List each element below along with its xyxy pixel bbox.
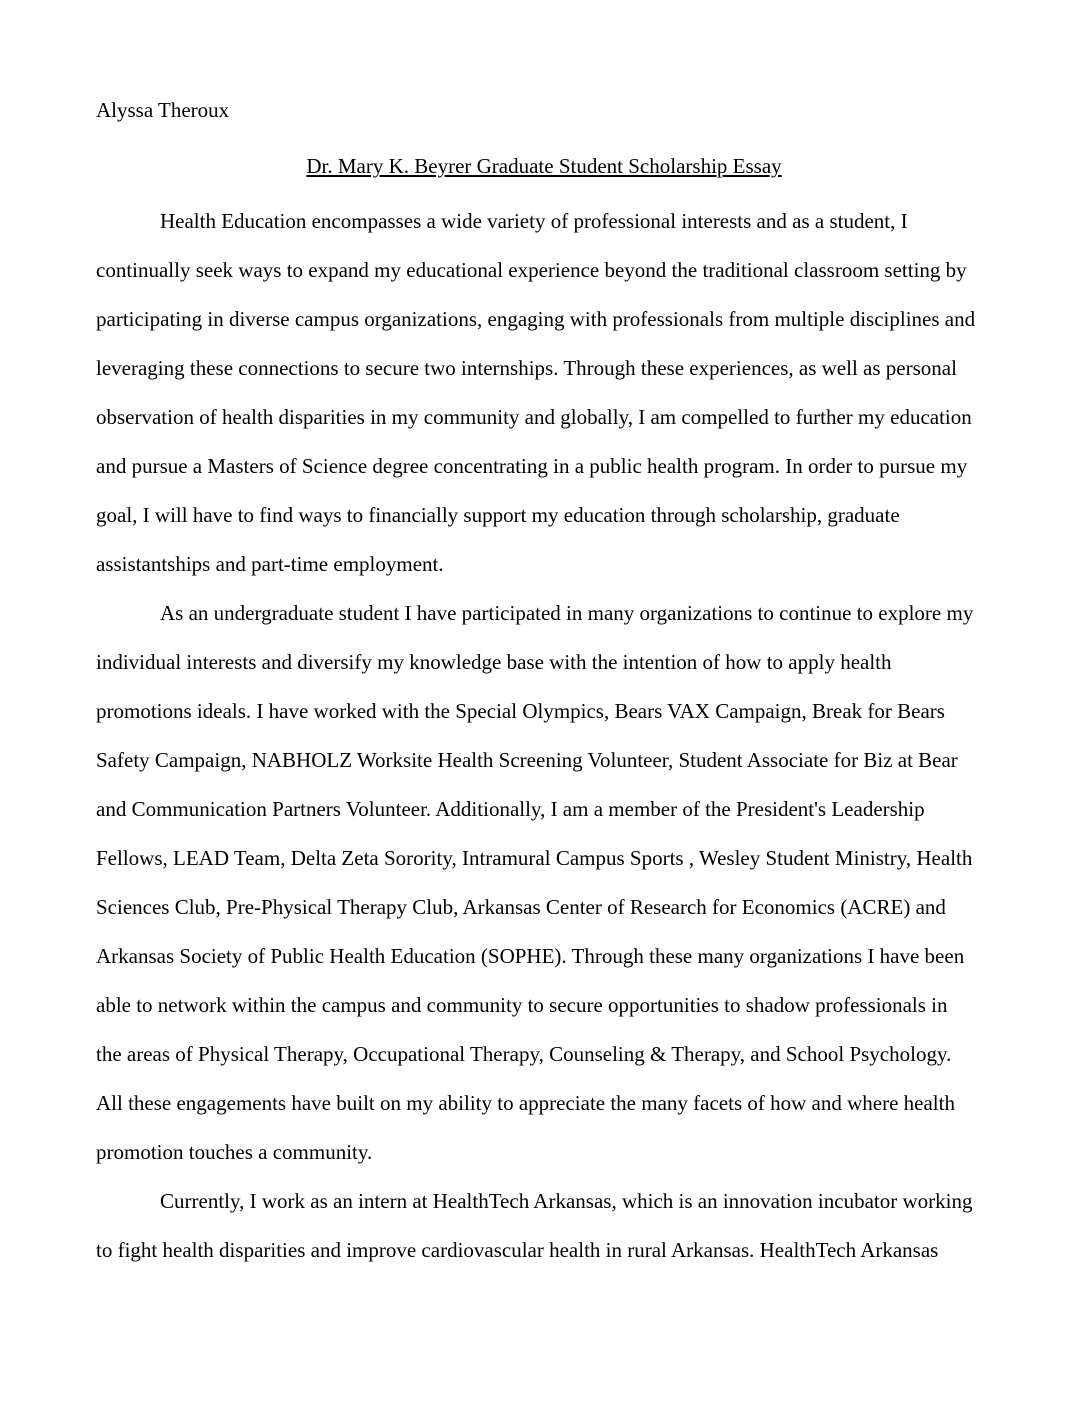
essay-body — [96, 207, 993, 1285]
paragraph-2-line-9: able to network within the campus and community to secure opportunities to shadow professionals in — [96, 993, 948, 1017]
paragraph-3-line-1: Currently, I work as an intern at HealthTech Arkansas, which is an innovation incubator working — [160, 1189, 973, 1213]
paragraph-2-line-4: Safety Campaign, NABHOLZ Worksite Health Screening Volunteer, Student Associate for Biz at Bear — [96, 748, 958, 772]
paragraph-2-line-11: All these engagements have built on my ability to appreciate the many facets of how and where health — [96, 1091, 955, 1115]
paragraph-1-line-3: participating in diverse campus organizations, engaging with professionals from multiple disciplines and — [96, 307, 976, 331]
paragraph-2-line-10: the areas of Physical Therapy, Occupational Therapy, Counseling & Therapy, and School Psychology. — [96, 1042, 952, 1066]
essay-title: Dr. Mary K. Beyrer Graduate Student Scholarship Essay — [306, 154, 782, 178]
paragraph-3-line-2: to fight health disparities and improve cardiovascular health in rural Arkansas. HealthTech Arkansas — [96, 1238, 939, 1262]
paragraph-1-line-7: goal, I will have to find ways to financially support my education through scholarship, graduate — [96, 503, 900, 527]
paragraph-2-line-12: promotion touches a community. — [96, 1140, 373, 1164]
paragraph-2-line-1: As an undergraduate student I have participated in many organizations to continue to explore my — [160, 601, 974, 625]
paragraph-2-line-8: Arkansas Society of Public Health Education (SOPHE). Through these many organizations I have been — [96, 944, 965, 968]
paragraph-1-line-8: assistantships and part-time employment. — [96, 552, 444, 576]
paragraph-1-line-2: continually seek ways to expand my educational experience beyond the traditional classroom setting by — [96, 258, 967, 282]
paragraph-1-line-1: Health Education encompasses a wide variety of professional interests and as a student, I — [160, 209, 908, 233]
author-name: Alyssa Theroux — [96, 98, 230, 122]
paragraph-2-line-6: Fellows, LEAD Team, Delta Zeta Sorority, Intramural Campus Sports , Wesley Student Ministry, Health — [96, 846, 973, 870]
paragraph-1-line-5: observation of health disparities in my community and globally, I am compelled to further my education — [96, 405, 972, 429]
paragraph-2-line-7: Sciences Club, Pre-Physical Therapy Club, Arkansas Center of Research for Economics (ACRE) and — [96, 895, 946, 919]
paragraph-2-line-5: and Communication Partners Volunteer. Additionally, I am a member of the President's Leadership — [96, 797, 925, 821]
paragraph-1-line-4: leveraging these connections to secure two internships. Through these experiences, as well as personal — [96, 356, 957, 380]
paragraph-1-line-6: and pursue a Masters of Science degree concentrating in a public health program. In order to pursue my — [96, 454, 968, 478]
paragraph-2-line-2: individual interests and diversify my knowledge base with the intention of how to apply health — [96, 650, 892, 674]
paragraph-2-line-3: promotions ideals. I have worked with the Special Olympics, Bears VAX Campaign, Break for Bears — [96, 699, 945, 723]
